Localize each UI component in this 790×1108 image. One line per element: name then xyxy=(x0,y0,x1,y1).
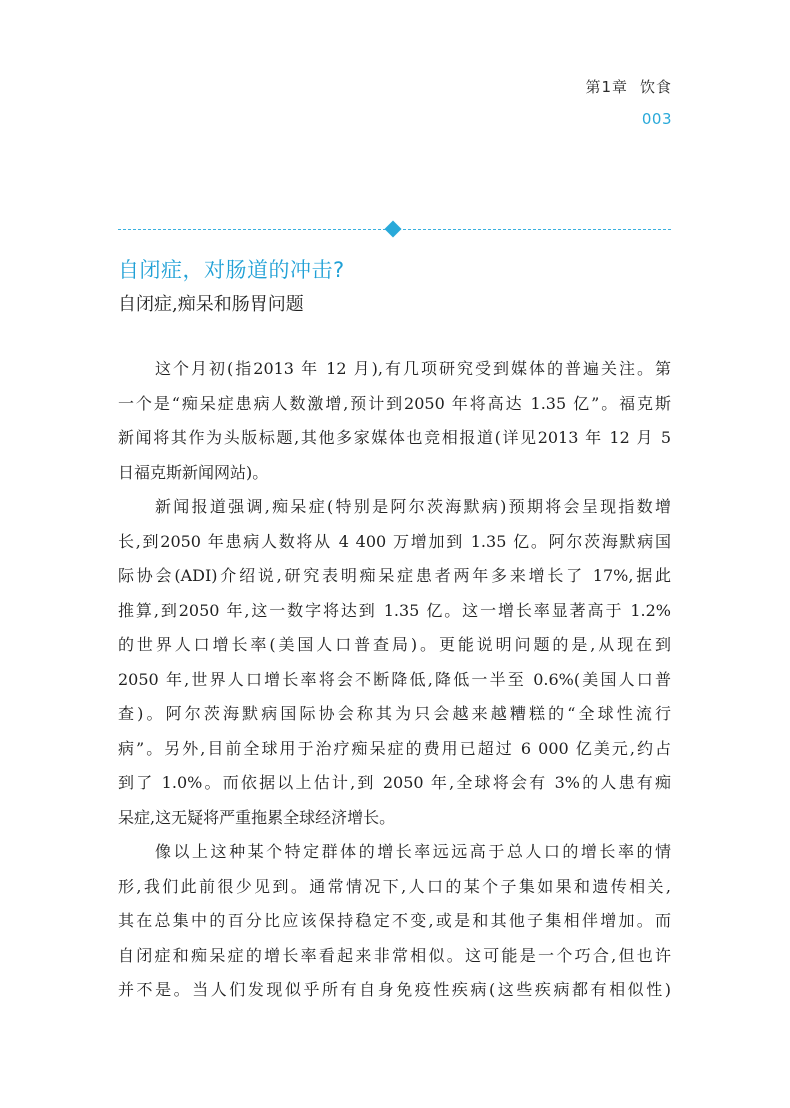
paragraph-line: 长,到2050 年患病人数将从 4 400 万增加到 1.35 亿。阿尔茨海默病国 xyxy=(118,531,671,551)
paragraph-line: 推算,到2050 年,这一数字将达到 1.35 亿。这一增长率显著高于 1.2% xyxy=(118,600,671,620)
body-text xyxy=(118,352,671,1008)
paragraph-line: 形,我们此前很少见到。通常情况下,人口的某个子集如果和遗传相关, xyxy=(118,876,671,896)
paragraph-line: 的世界人口增长率(美国人口普查局)。更能说明问题的是,从现在到 xyxy=(118,635,671,654)
page-number: 003 xyxy=(641,110,672,128)
paragraph-line: 像以上这种某个特定群体的增长率远远高于总人口的增长率的情 xyxy=(155,842,671,861)
paragraph-line: 病”。另外,目前全球用于治疗痴呆症的费用已超过 6 000 亿美元,约占 xyxy=(118,738,671,758)
section-title: 自闭症，对肠道的冲击? xyxy=(118,258,345,282)
paragraph-line: 新闻将其作为头版标题,其他多家媒体也竞相报道(详见2013 年 12 月 5 xyxy=(118,428,671,447)
paragraph-line: 新闻报道强调,痴呆症(特别是阿尔茨海默病)预期将会呈现指数增 xyxy=(155,497,671,516)
section-subtitle: 自闭症,痴呆和肠胃问题 xyxy=(118,294,304,315)
paragraph-line: 到了 1.0%。而依据以上估计,到 2050 年,全球将会有 3%的人患有痴 xyxy=(118,773,671,792)
running-head xyxy=(585,76,672,97)
chapter-number: 第1章 xyxy=(585,78,628,96)
chapter-title: 饮食 xyxy=(639,78,672,96)
paragraph-line: 并不是。当人们发现似乎所有自身免疫性疾病(这些疾病都有相似性) xyxy=(118,980,671,999)
paragraph-line: 际协会(ADI)介绍说,研究表明痴呆症患者两年多来增长了 17%,据此 xyxy=(118,566,671,585)
paragraph-line: 2050 年,世界人口增长率将会不断降低,降低一半至 0.6%(美国人口普 xyxy=(118,669,671,689)
diamond-ornament-icon xyxy=(385,221,402,238)
paragraph-line: 日福克斯新闻网站)。 xyxy=(118,462,269,482)
paragraph-line: 查)。阿尔茨海默病国际协会称其为只会越来越糟糕的“全球性流行 xyxy=(118,704,671,723)
paragraph-line: 这个月初(指2013 年 12 月),有几项研究受到媒体的普遍关注。第 xyxy=(155,359,671,378)
paragraph-line: 其在总集中的百分比应该保持稳定不变,或是和其他子集相伴增加。而 xyxy=(118,911,671,930)
paragraph-line: 自闭症和痴呆症的增长率看起来非常相似。这可能是一个巧合,但也许 xyxy=(118,945,671,965)
paragraph-line: 一个是“痴呆症患病人数激增,预计到2050 年将高达 1.35 亿”。福克斯 xyxy=(118,393,671,413)
paragraph-line: 呆症,这无疑将严重拖累全球经济增长。 xyxy=(118,807,396,827)
